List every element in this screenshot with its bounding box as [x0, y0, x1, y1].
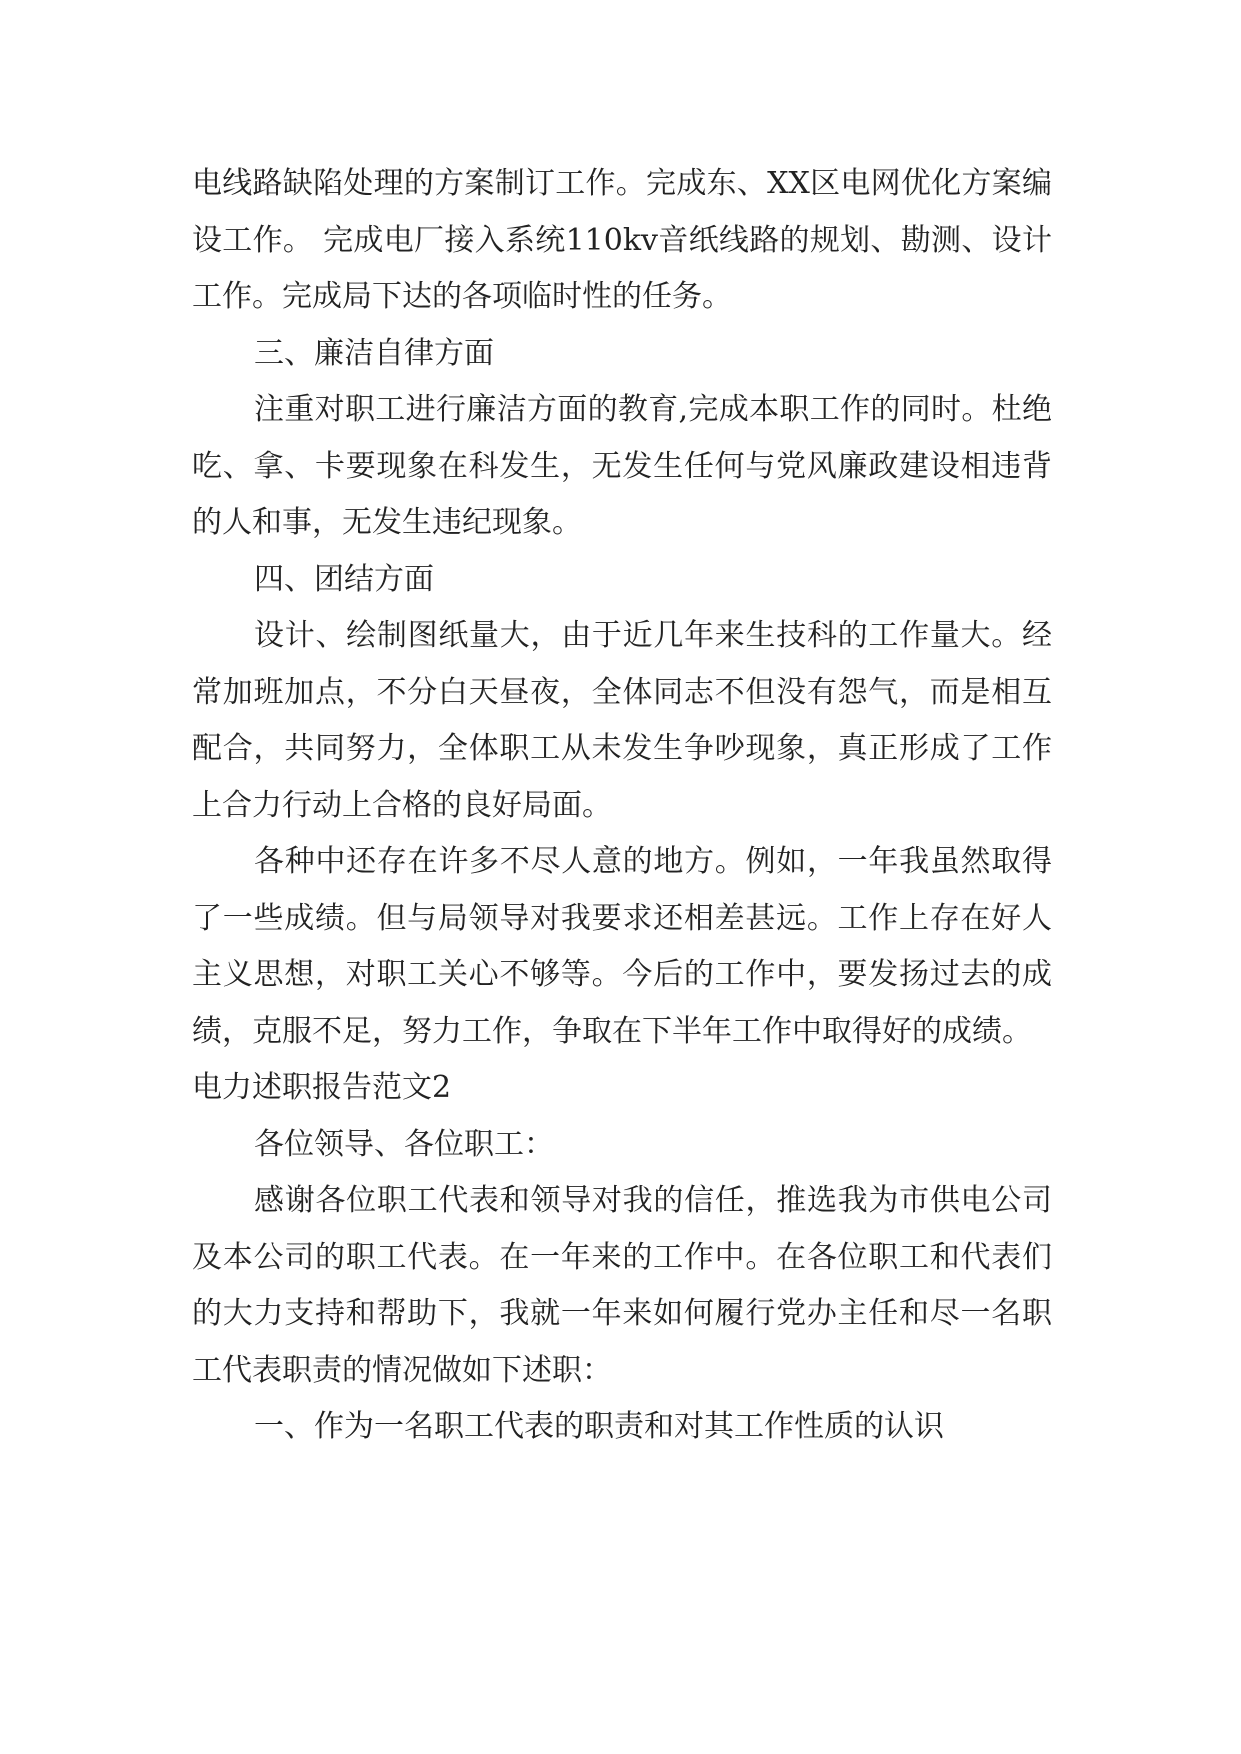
heading-integrity: 三、廉洁自律方面 [254, 335, 494, 371]
paragraph-unity: 设计、绘制图纸量大，由于近几年来生技科的工作量大。经常加班加点，不分白天昼夜，全体同志不但没有怨气，而是相互配合，共同努力，全体职工从未发生争吵现象，真正形成了工作上合力行动上合格的良好局面。 [192, 618, 1052, 823]
heading-unity: 四、团结方面 [254, 561, 434, 597]
heading-duties: 一、作为一名职工代表的职责和对其工作性质的认识 [254, 1409, 944, 1444]
document-body [192, 156, 1052, 1456]
paragraph-line-defects: 电线路缺陷处理的方案制订工作。完成东、XX区电网优化方案编设工作。 完成电厂接入系统110kv音纸线路的规划、勘测、设计工作。完成局下达的各项临时性的任务。 [192, 166, 1052, 314]
paragraph-integrity: 注重对职工进行廉洁方面的教育,完成本职工作的同时。杜绝吃、拿、卡要现象在科发生，无发生任何与党风廉政建设相违背的人和事，无发生违纪现象。 [192, 392, 1052, 540]
salutation: 各位领导、各位职工： [254, 1126, 554, 1162]
paragraph-shortcomings: 各种中还存在许多不尽人意的地方。例如，一年我虽然取得了一些成绩。但与局领导对我要求还相差甚远。工作上存在好人主义思想，对职工关心不够等。今后的工作中，要发扬过去的成绩，克服不足，努力工作，争取在下半年工作中取得好的成绩。 [192, 844, 1052, 1049]
section-title-report-2: 电力述职报告范文2 [192, 1070, 452, 1105]
paragraph-thanks: 感谢各位职工代表和领导对我的信任，推选我为市供电公司及本公司的职工代表。在一年来的工作中。在各位职工和代表们的大力支持和帮助下，我就一年来如何履行党办主任和尽一名职工代表职责的情况做如下述职： [192, 1183, 1052, 1388]
